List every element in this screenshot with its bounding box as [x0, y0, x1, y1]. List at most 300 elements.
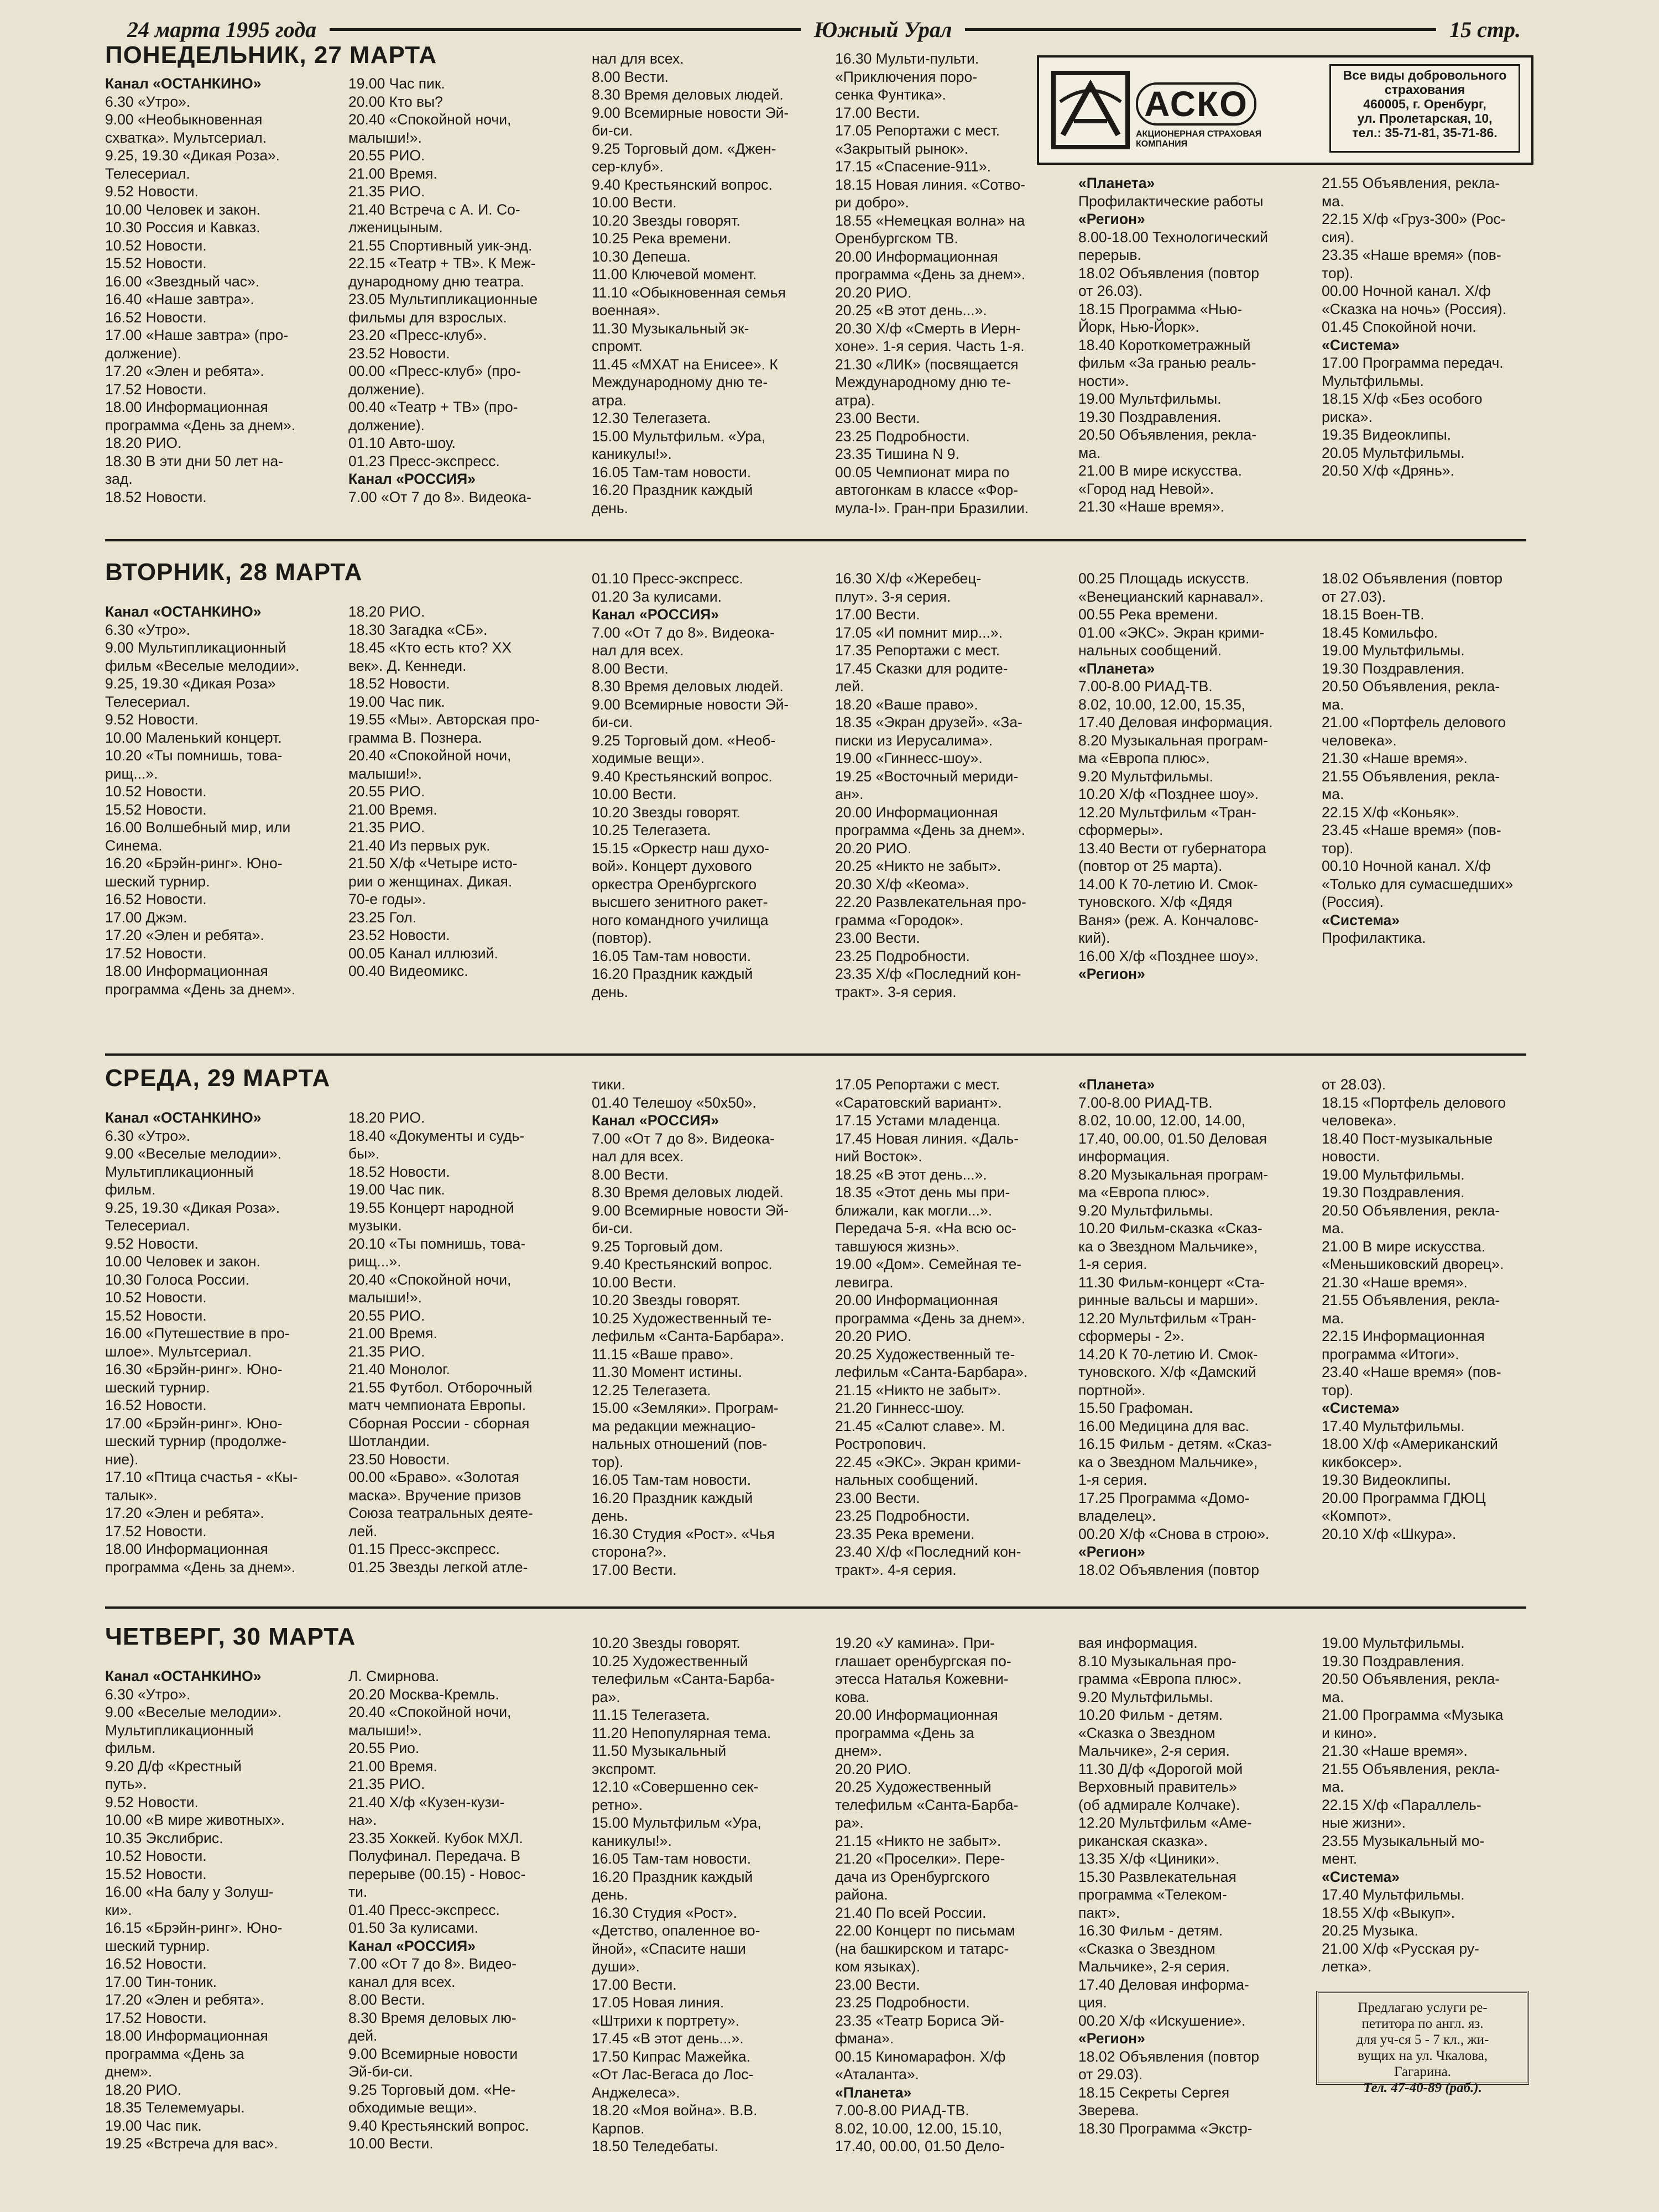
program-line: 7.00 «От 7 до 8». Видео-	[348, 1955, 517, 1972]
program-line: 00.00 «Браво». «Золотая	[348, 1469, 520, 1485]
program-line: 8.00 Вести.	[592, 1166, 669, 1183]
asko-subtitle: АКЦИОНЕРНАЯ СТРАХОВАЯ КОМПАНИЯ	[1136, 129, 1262, 149]
program-line: 10.00 Вести.	[592, 1274, 677, 1291]
program-line: 21.30 «Наше время».	[1322, 1743, 1468, 1759]
program-line: 16.00 Медицина для вас.	[1078, 1417, 1249, 1434]
program-line: 20.50 Х/ф «Дрянь».	[1322, 462, 1454, 479]
program-line: ние).	[105, 1451, 139, 1468]
program-line: 20.20 РИО.	[835, 284, 912, 301]
program-line: 15.52 Новости.	[105, 255, 207, 272]
program-line: 20.30 Х/ф «Смерть в Иерн-	[835, 320, 1021, 337]
program-line: 12.30 Телегазета.	[592, 410, 711, 426]
program-line: кий).	[1078, 930, 1110, 946]
program-line: грамма «Городок».	[835, 911, 964, 928]
program-line: 10.20 Звезды говорят.	[592, 1635, 740, 1651]
program-line: летка».	[1322, 1958, 1372, 1975]
program-line: 18.20 РИО.	[348, 1109, 425, 1126]
program-line: 23.25 Подробности.	[835, 1507, 970, 1524]
program-line: 17.05 Репортажи с мест.	[835, 1076, 1000, 1093]
program-line: 18.50 Теледебаты.	[592, 2138, 719, 2154]
program-line: 17.00 «Наше завтра» (про-	[105, 327, 289, 343]
program-line: 17.52 Новости.	[105, 2009, 207, 2026]
program-line: 19.35 Видеоклипы.	[1322, 426, 1452, 443]
program-line: 10.00 Вести.	[592, 194, 677, 211]
program-line: 9.52 Новости.	[105, 711, 199, 728]
program-line: 10.00 Человек и закон.	[105, 1253, 260, 1270]
program-line: оркестра Оренбургского	[592, 875, 757, 893]
program-line: 16.30 «Брэйн-ринг». Юно-	[105, 1361, 283, 1378]
day-title: ЧЕТВЕРГ, 30 МАРТА	[105, 1623, 356, 1650]
program-column	[1078, 1634, 1302, 2137]
program-line: 12.10 «Совершенно сек-	[592, 1778, 759, 1795]
program-line: 19.55 Концерт народной	[348, 1199, 514, 1216]
program-line: 17.52 Новости.	[105, 380, 207, 398]
program-line: «Только для сумасшедших»	[1322, 875, 1514, 893]
program-line: ма.	[1322, 192, 1344, 210]
program-line: 16.30 Х/ф «Жеребец-	[835, 570, 982, 587]
program-line: 21.55 Футбол. Отборочный	[348, 1379, 533, 1396]
program-line: 8.02, 10.00, 12.00, 15.35,	[1078, 696, 1246, 713]
program-line: от 28.03).	[1322, 1076, 1386, 1093]
tutor-ad-line: вущих на ул. Чкалова,	[1357, 2048, 1488, 2063]
program-line: Канал «ОСТАНКИНО»	[105, 603, 262, 620]
program-line: Шотландии.	[348, 1433, 430, 1449]
program-line: 21.55 Объявления, рекла-	[1322, 768, 1500, 785]
program-line: ри добро».	[835, 194, 909, 211]
program-line: ний Восток».	[835, 1148, 922, 1165]
program-line: 23.35 «Театр Бориса Эй-	[835, 2012, 1004, 2029]
program-line: би-си.	[592, 714, 633, 731]
program-line: 20.20 РИО.	[835, 1328, 912, 1344]
program-line: риканская сказка».	[1078, 1832, 1208, 1849]
program-line: лей.	[835, 678, 864, 695]
program-line: 9.00 Всемирные новости Эй-	[592, 104, 789, 121]
program-line: программа «День за днем».	[105, 416, 296, 434]
program-line: 01.15 Пресс-экспресс.	[348, 1541, 500, 1557]
program-line: 13.35 Х/ф «Циники».	[1078, 1850, 1219, 1867]
program-line: 9.52 Новости.	[105, 1235, 199, 1252]
program-line: (на башкирском и татарс-	[835, 1940, 1009, 1957]
program-line: «Планета»	[1078, 175, 1155, 191]
program-line: ближали, как могли...».	[835, 1202, 993, 1219]
program-line: 23.00 Вести.	[835, 1976, 920, 1993]
program-line: ма «Европа плюс».	[1078, 1184, 1210, 1201]
program-line: 15.50 Графоман.	[1078, 1400, 1193, 1416]
program-line: 17.15 «Спасение-911».	[835, 158, 991, 175]
program-line: 01.40 Телешоу «50х50».	[592, 1094, 757, 1111]
program-line: ного командного училища	[592, 911, 769, 928]
program-column	[348, 1667, 572, 2153]
program-line: Канал «ОСТАНКИНО»	[105, 1109, 262, 1126]
program-line: 23.52 Новости.	[348, 345, 450, 362]
program-line: 18.45 «Кто есть кто? XX	[348, 639, 512, 656]
program-line: 20.10 Х/ф «Шкура».	[1322, 1525, 1457, 1542]
program-line: глашает оренбургская по-	[835, 1652, 1011, 1670]
program-line: 10.30 Депеша.	[592, 248, 691, 265]
program-line: 18.20 «Моя война». В.В.	[592, 2102, 758, 2119]
program-line: 10.20 Фильм-сказка «Сказ-	[1078, 1220, 1262, 1237]
program-line: «Регион»	[1078, 1543, 1145, 1560]
program-line: «Венецианский карнавал».	[1078, 588, 1264, 605]
program-line: 16.30 Студия «Рост».	[592, 1904, 738, 1921]
program-line: должение).	[105, 345, 181, 362]
program-column	[1322, 174, 1546, 480]
program-line: ка о Звездном Мальчике»,	[1078, 1238, 1258, 1255]
program-line: 21.00 Программа «Музыка	[1322, 1707, 1504, 1723]
program-column	[592, 570, 816, 1001]
program-line: 12.25 Телегазета.	[592, 1381, 711, 1399]
program-line: 20.25 «В этот день...».	[835, 302, 987, 319]
program-line: 9.00 «Необыкновенная	[105, 111, 263, 128]
program-line: вой». Концерт духового	[592, 858, 752, 874]
program-line: 20.50 Объявления, рекла-	[1078, 426, 1257, 443]
program-line: «Планета»	[1078, 660, 1155, 677]
program-line: от 27.03).	[1322, 588, 1386, 605]
program-line: перерыв.	[1078, 247, 1141, 263]
program-line: 9.20 Мультфильмы.	[1078, 1688, 1213, 1705]
program-line: «Система»	[1322, 1868, 1400, 1885]
program-column	[1322, 1634, 1546, 1976]
program-line: 16.40 «Наше завтра».	[105, 291, 254, 307]
program-line: 20.50 Объявления, рекла-	[1322, 678, 1500, 695]
program-line: и кино».	[1322, 1724, 1378, 1741]
program-line: ма.	[1322, 1688, 1344, 1705]
program-line: 21.00 В мире искусства.	[1322, 1238, 1485, 1255]
program-line: программа «День за днем».	[105, 1558, 296, 1575]
tutor-ad-line: Предлагаю услуги ре-	[1358, 2000, 1488, 2015]
program-line: владелец».	[1078, 1507, 1156, 1524]
program-line: 21.00 Х/ф «Русская ру-	[1322, 1940, 1479, 1957]
program-line: Мультипликационный	[105, 1721, 254, 1739]
tutor-ad-line: петитора по англ. яз.	[1361, 2016, 1484, 2031]
program-line: программа «Итоги».	[1322, 1345, 1459, 1363]
program-line: 10.20 Фильм - детям.	[1078, 1707, 1223, 1723]
program-line: шлое». Мультсериал.	[105, 1343, 252, 1360]
program-line: 21.30 «Наше время».	[1322, 750, 1468, 766]
program-line: Йорк, Нью-Йорк».	[1078, 319, 1199, 335]
program-line: матч чемпионата Европы.	[348, 1397, 526, 1413]
program-line: Телесериал.	[105, 1217, 190, 1234]
program-line: Л. Смирнова.	[348, 1668, 440, 1684]
program-line: 20.40 «Спокойной ночи,	[348, 1271, 512, 1288]
asko-info-line: ул. Пролетарская, 10,	[1357, 111, 1493, 126]
program-line: Мальчике», 2-я серия.	[1078, 1743, 1230, 1759]
program-line: малыши!».	[348, 129, 422, 146]
program-line: 10.00 Маленький концерт.	[105, 729, 282, 746]
program-line: 7.00 «От 7 до 8». Видеока-	[348, 488, 531, 505]
program-line: 00.40 «Театр + ТВ» (про-	[348, 399, 518, 415]
asko-advertisement	[1037, 55, 1533, 165]
asko-info-line: Все виды добровольного	[1343, 68, 1507, 82]
program-line: 15.52 Новости.	[105, 1865, 207, 1882]
program-line: 21.40 Встреча с А. И. Со-	[348, 201, 520, 218]
program-line: 11.10 «Обыкновенная семья	[592, 284, 786, 301]
program-line: 01.40 Пресс-экспресс.	[348, 1901, 500, 1918]
program-line: шеский турнир.	[105, 1937, 210, 1954]
program-line: 8.30 Время деловых людей.	[592, 1184, 784, 1201]
program-line: 8.10 Музыкальная про-	[1078, 1652, 1237, 1670]
program-line: спромт.	[592, 338, 643, 354]
program-line: Оренбургском ТВ.	[835, 230, 958, 247]
program-line: 23.00 Вести.	[835, 1489, 920, 1506]
program-line: «Штрихи к портрету».	[592, 2012, 740, 2029]
program-line: лей.	[348, 1522, 378, 1540]
program-column	[1322, 570, 1546, 947]
program-line: нальных сообщений.	[1078, 642, 1222, 659]
program-line: сформеры - 2».	[1078, 1328, 1185, 1344]
program-line: 9.25, 19.30 «Дикая Роза»	[105, 675, 276, 692]
program-line: Профилактика.	[1322, 930, 1426, 946]
program-line: 18.15 Новая линия. «Сотво-	[835, 176, 1026, 193]
program-line: 00.40 Видеомикс.	[348, 963, 468, 979]
program-line: 19.30 Видеоклипы.	[1322, 1472, 1452, 1488]
program-line: 8.00 Вести.	[592, 660, 669, 677]
program-line: нал для всех.	[592, 50, 684, 67]
program-line: день.	[592, 1507, 629, 1524]
program-line: 11.50 Музыкальный	[592, 1743, 727, 1759]
program-line: сенка Фунтика».	[835, 86, 946, 103]
program-line: 16.20 Праздник каждый	[592, 1868, 753, 1885]
program-line: Телесериал.	[105, 693, 190, 710]
program-line: 16.52 Новости.	[105, 309, 207, 326]
program-line: днем».	[835, 1743, 883, 1759]
program-line: высшего зенитного ракет-	[592, 894, 768, 910]
program-line: Канал «РОССИЯ»	[592, 606, 719, 623]
program-line: 1-я серия.	[1078, 1256, 1147, 1272]
program-line: тракт». 3-я серия.	[835, 983, 957, 1000]
program-column	[835, 1076, 1059, 1579]
program-line: 20.25 Музыка.	[1322, 1922, 1418, 1939]
program-line: 9.25, 19.30 «Дикая Роза».	[105, 147, 280, 164]
program-line: 11.45 «МХАТ на Енисее». К	[592, 356, 778, 373]
program-line: 23.20 «Пресс-клуб».	[348, 327, 487, 343]
program-line: 20.55 РИО.	[348, 783, 425, 800]
program-line: 16.52 Новости.	[105, 1397, 207, 1413]
program-line: 00.55 Река времени.	[1078, 606, 1218, 623]
program-line: рищ...».	[348, 1253, 401, 1270]
program-line: 23.55 Музыкальный мо-	[1322, 1832, 1485, 1849]
program-line: 7.00-8.00 РИАД-ТВ.	[1078, 1094, 1213, 1111]
program-line: 10.20 Звезды говорят.	[592, 1292, 740, 1308]
program-line: 20.10 «Ты помнишь, това-	[348, 1235, 526, 1252]
program-column	[105, 75, 329, 506]
program-column	[592, 1076, 816, 1579]
program-line: тор).	[1322, 839, 1354, 857]
program-line: 20.20 РИО.	[835, 839, 912, 857]
program-line: мула-I». Гран-при Бразилии.	[835, 499, 1029, 517]
program-line: 15.00 «Земляки». Програм-	[592, 1400, 779, 1416]
program-line: 16.20 Праздник каждый	[592, 966, 753, 982]
program-line: схватка». Мультсериал.	[105, 129, 267, 146]
program-column	[105, 1109, 329, 1576]
program-line: 21.40 По всей России.	[835, 1904, 987, 1921]
program-line: от 26.03).	[1078, 283, 1143, 299]
program-line: 13.40 Вести от губернатора	[1078, 839, 1266, 857]
program-line: 17.40 Мультфильмы.	[1322, 1417, 1465, 1434]
program-line: 11.30 Музыкальный эк-	[592, 320, 749, 337]
program-column	[348, 1109, 572, 1576]
program-line: 20.00 Информационная	[835, 804, 998, 821]
program-line: 21.00 Время.	[348, 1757, 437, 1775]
program-column	[835, 570, 1059, 1001]
program-line: 16.00 «На балу у Золуш-	[105, 1884, 274, 1900]
program-line: сер-клуб».	[592, 158, 664, 175]
program-line: 18.25 «В этот день...».	[835, 1166, 987, 1183]
program-line: 18.15 Секреты Сергея	[1078, 2084, 1230, 2101]
program-line: 01.50 За кулисами.	[348, 1919, 478, 1936]
program-line: «Сказка о Звездном	[1078, 1940, 1215, 1957]
page-number: 15 стр.	[1449, 17, 1521, 42]
program-line: 23.35 Тишина N 9.	[835, 446, 959, 462]
program-line: 18.45 Комильфо.	[1322, 624, 1438, 641]
program-line: 17.40 Деловая информа-	[1078, 1976, 1249, 1993]
program-line: 23.52 Новости.	[348, 927, 450, 943]
program-line: 20.25 Художественный те-	[835, 1345, 1015, 1363]
program-line: 8.00-18.00 Технологический	[1078, 228, 1268, 246]
program-column	[835, 1634, 1059, 2156]
program-line: 20.00 Программа ГДЮЦ	[1322, 1489, 1486, 1506]
program-line: 8.30 Время деловых лю-	[348, 2009, 517, 2026]
program-line: ком языках).	[835, 1958, 921, 1975]
program-line: 9.40 Крестьянский вопрос.	[592, 768, 773, 785]
program-line: 19.55 «Мы». Авторская про-	[348, 711, 540, 728]
program-line: 18.15 Х/ф «Без особого	[1322, 390, 1483, 407]
program-line: дународному дню театра.	[348, 273, 524, 290]
program-line: военная».	[592, 302, 660, 319]
program-line: «Регион»	[1078, 966, 1145, 982]
program-column	[592, 50, 816, 517]
program-line: 18.55 «Немецкая волна» на	[835, 212, 1025, 229]
program-line: 17.15 Устами младенца.	[835, 1112, 1001, 1129]
asko-brand: АСКО	[1136, 82, 1256, 126]
program-line: сформеры».	[1078, 822, 1164, 838]
program-line: ан».	[835, 786, 864, 802]
program-line: 00.10 Ночной канал. Х/ф	[1322, 858, 1491, 874]
program-line: «Система»	[1322, 911, 1400, 928]
program-line: 01.20 За кулисами.	[592, 588, 722, 605]
program-line: 23.25 Подробности.	[835, 1994, 970, 2011]
program-line: 23.50 Новости.	[348, 1451, 450, 1468]
program-line: района.	[835, 1886, 888, 1903]
program-line: 18.40 «Документы и судь-	[348, 1127, 525, 1144]
program-line: Мультипликационный	[105, 1163, 254, 1180]
program-line: 17.40, 00.00, 01.50 Деловая	[1078, 1130, 1267, 1147]
asko-info-line: страхования	[1384, 82, 1465, 97]
program-line: 16.30 Фильм - детям.	[1078, 1922, 1223, 1939]
program-line: туновского. Х/ф «Дамский	[1078, 1364, 1256, 1380]
program-line: хоне». 1-я серия. Часть 1-я.	[835, 338, 1025, 354]
program-line: йной», «Спасите наши	[592, 1940, 746, 1957]
program-line: 20.55 Рио.	[348, 1740, 420, 1756]
program-line: 20.55 РИО.	[348, 1307, 425, 1324]
program-line: 23.00 Вести.	[835, 930, 920, 946]
program-line: 00.20 Х/ф «Снова в строю».	[1078, 1525, 1270, 1542]
program-line: 20.00 Информационная	[835, 1707, 998, 1723]
program-line: пакт».	[1078, 1904, 1120, 1921]
program-line: фмана».	[835, 2030, 894, 2047]
program-line: 21.55 Объявления, рекла-	[1322, 1760, 1500, 1777]
program-line: 23.25 Гол.	[348, 909, 417, 926]
program-line: 21.40 Монолог.	[348, 1361, 450, 1378]
program-line: Сборная России - сборная	[348, 1415, 530, 1432]
program-line: атра.	[592, 392, 627, 409]
program-line: Канал «РОССИЯ»	[348, 1937, 476, 1954]
section-divider	[105, 1606, 1526, 1609]
program-line: 00.15 Киномарафон. Х/ф	[835, 2048, 1006, 2065]
program-column	[348, 75, 572, 506]
program-line: 8.20 Музыкальная програм-	[1078, 732, 1269, 749]
tutor-ad-phone: Тел. 47-40-89 (раб.).	[1363, 2080, 1482, 2095]
program-column	[105, 603, 329, 998]
program-line: 20.05 Мультфильмы.	[1322, 444, 1465, 461]
program-line: этесса Наталья Кожевни-	[835, 1671, 1009, 1687]
program-line: 16.00 Волшебный мир, или	[105, 819, 291, 836]
program-line: 10.00 Вести.	[592, 786, 677, 802]
program-line: «Сказка о Звездном	[1078, 1724, 1215, 1741]
program-line: 21.45 «Салют славе». М.	[835, 1417, 1005, 1434]
program-line: кова.	[835, 1688, 870, 1705]
program-line: 9.00 «Веселые мелодии».	[105, 1704, 281, 1720]
program-line: программа «День за	[835, 1724, 974, 1741]
program-line: 01.10 Пресс-экспресс.	[592, 570, 743, 587]
program-line: 16.15 Фильм - детям. «Сказ-	[1078, 1436, 1272, 1452]
program-line: малыши!».	[348, 1289, 422, 1306]
program-line: 8.02, 10.00, 12.00, 15.10,	[835, 2120, 1003, 2137]
program-line: 17.20 «Элен и ребята».	[105, 1505, 264, 1521]
program-line: путь».	[105, 1776, 147, 1792]
program-line: 19.00 Час пик.	[348, 75, 445, 92]
program-line: 17.40, 00.00, 01.50 Дело-	[835, 2138, 1005, 2154]
program-line: 00.25 Площадь искусств.	[1078, 570, 1250, 587]
program-line: 21.30 «ЛИК» (посвящается	[835, 356, 1019, 373]
tutor-advertisement	[1316, 1991, 1529, 2095]
program-line: 8.00 Вести.	[348, 1991, 425, 2008]
program-line: 10.35 Экслибрис.	[105, 1829, 223, 1846]
program-line: на».	[348, 1812, 377, 1828]
program-line: программа «День за днем».	[835, 822, 1026, 838]
program-line: 9.25 Торговый дом. «Необ-	[592, 732, 776, 749]
program-line: автогонкам в классе «Фор-	[835, 482, 1019, 498]
program-line: 18.02 Объявления (повтор	[1078, 264, 1260, 281]
program-line: 17.20 «Элен и ребята».	[105, 363, 264, 379]
program-line: новости.	[1322, 1148, 1380, 1165]
program-line: ные жизни».	[1322, 1814, 1406, 1831]
program-line: тор).	[1322, 264, 1354, 281]
program-line: 00.20 Х/ф «Искушение».	[1078, 2012, 1246, 2029]
program-line: Мальчике», 2-я серия.	[1078, 1958, 1230, 1975]
asko-info-line: тел.: 35-71-81, 35-71-86.	[1352, 126, 1498, 140]
program-line: 9.20 Д/ф «Крестный	[105, 1757, 242, 1775]
program-line: нальных сообщений.	[835, 1472, 978, 1488]
program-line: Канал «ОСТАНКИНО»	[105, 75, 262, 92]
program-line: 17.35 Репортажи с мест.	[835, 642, 1000, 659]
program-line: 19.25 «Встреча для вас».	[105, 2135, 278, 2152]
program-line: 22.15 Х/ф «Груз-300» (Рос-	[1322, 211, 1506, 227]
program-line: 21.20 «Проселки». Пере-	[835, 1850, 1005, 1867]
program-line: 9.25 Торговый дом. «Джен-	[592, 140, 776, 157]
program-line: 9.40 Крестьянский вопрос.	[348, 2117, 529, 2134]
program-line: 9.25 Торговый дом.	[592, 1238, 723, 1255]
program-line: 20.00 Информационная	[835, 1292, 998, 1308]
program-line: души».	[592, 1958, 640, 1975]
program-line: 20.25 Художественный	[835, 1778, 992, 1795]
program-line: 18.52 Новости.	[348, 1163, 450, 1180]
program-line: нал для всех.	[592, 642, 684, 659]
program-line: 17.20 «Элен и ребята».	[105, 1991, 264, 2008]
program-line: 17.20 «Элен и ребята».	[105, 927, 264, 943]
program-line: день.	[592, 499, 629, 517]
program-line: 10.00 «В мире животных».	[105, 1812, 285, 1828]
